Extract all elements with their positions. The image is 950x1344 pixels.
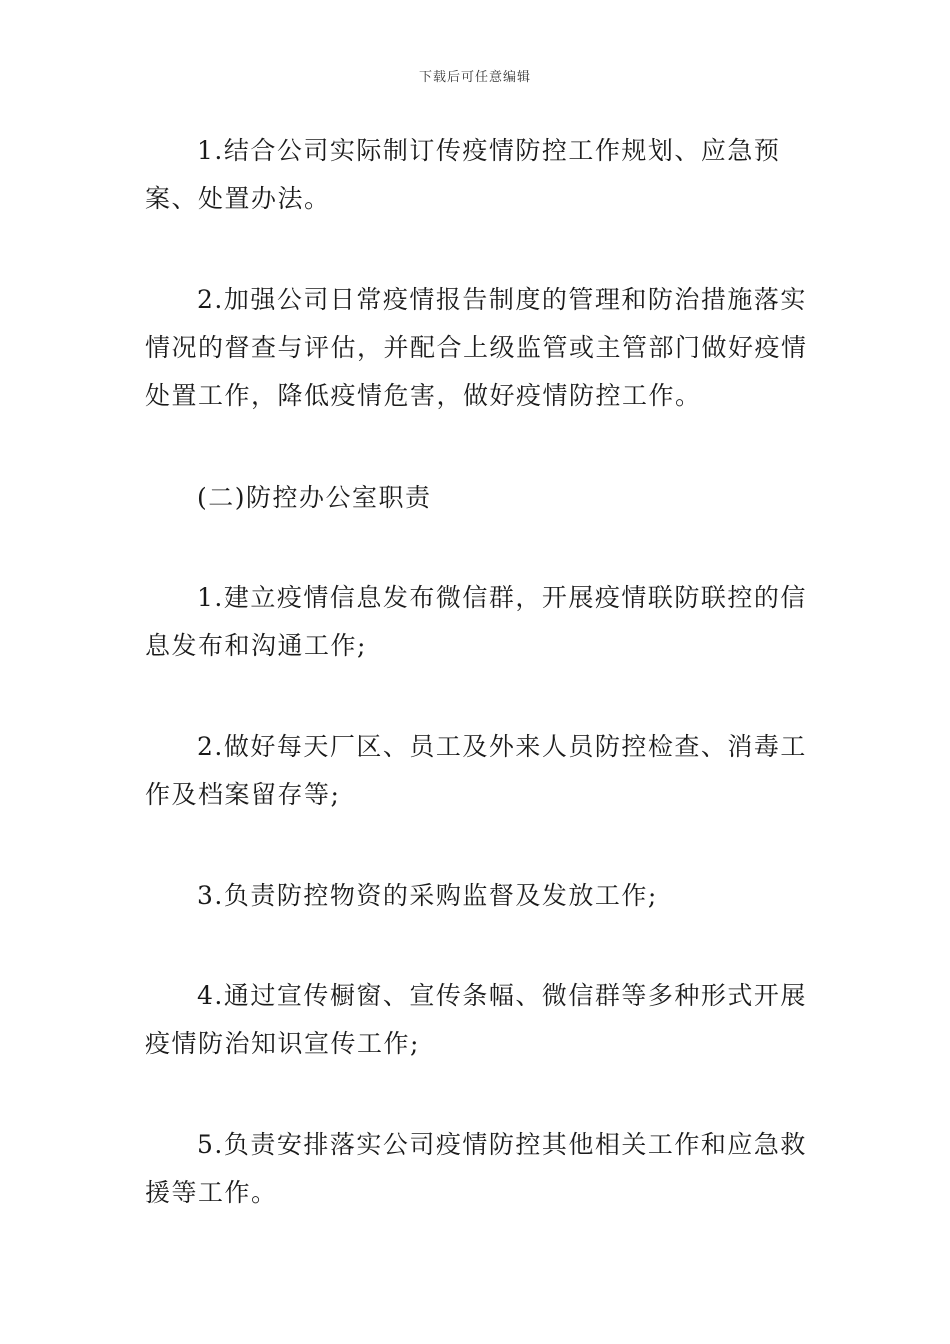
page-header: 下载后可任意编辑	[418, 70, 531, 85]
paragraph-publicity: 4.通过宣传橱窗、宣传条幅、微信群等多种形式开展疫情防治知识宣传工作;	[145, 981, 807, 1058]
paragraph-daily-inspection: 2.做好每天厂区、员工及外来人员防控检查、消毒工作及档案留存等;	[145, 732, 807, 809]
paragraph-supplies-procurement: 3.负责防控物资的采购监督及发放工作;	[197, 881, 658, 910]
paragraph-report-management: 2.加强公司日常疫情报告制度的管理和防治措施落实情况的督查与评估，并配合上级监管或主管部门做好疫情处置工作，降低疫情危害，做好疫情防控工作。	[145, 285, 808, 410]
paragraph-wechat-group: 1.建立疫情信息发布微信群，开展疫情联防联控的信息发布和沟通工作;	[145, 583, 807, 660]
paragraph-other-work: 5.负责安排落实公司疫情防控其他相关工作和应急救援等工作。	[145, 1130, 807, 1207]
section-heading-office-duties: (二)防控办公室职责	[197, 483, 432, 512]
paragraph-company-planning: 1.结合公司实际制订传疫情防控工作规划、应急预案、处置办法。	[145, 136, 781, 213]
